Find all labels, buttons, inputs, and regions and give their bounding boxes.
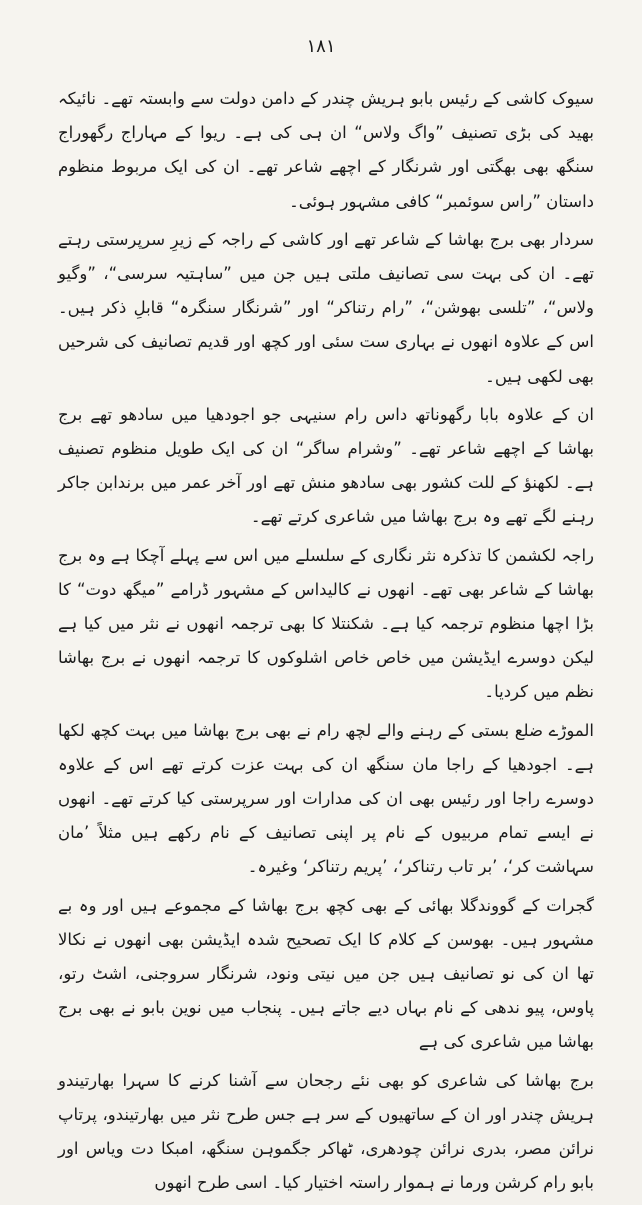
paragraph-7: برج بھاشا کی شاعری کو بھی نئے رجحان سے آشنا کرنے کا سہرا بھارتیندو ہریش چندر اور ان کے ساتھیوں کے سر ہے جس طرح نثر میں بھارتیندو، پرتاپ نرائن مصر، بدری نرائن چودھری، ٹھاکر جگموہن سنگھ، امبکا دت ویاس اور بابو رام کرشن ورما نے ہموار راستہ اختیار کیا۔ اسی طرح انھوں — [58, 1070, 594, 1193]
paragraph-4: راجہ لکشمن کا تذکرہ نثر نگاری کے سلسلے میں اس سے پہلے آچکا ہے وہ برج بھاشا کے شاعر بھی تھے۔ انھوں نے کالیداس کے مشہور ڈرامے ”میگھ دوت“ کا بڑا اچھا منظوم ترجمہ کیا ہے۔ شکنتلا کا بھی ترجمہ انھوں نے نثر میں کیا ہے لیکن دوسرے ایڈیشن میں خاص خاص اشلوکوں کا ترجمہ انھوں نے برج بھاشا نظم میں کردیا۔ — [58, 545, 594, 702]
paragraph-1: سیوک کاشی کے رئیس بابو ہریش چندر کے دامن دولت سے وابستہ تھے۔ نائیکہ بھید کی بڑی تصنیف ”واگ ولاس“ ان ہی کی ہے۔ ریوا کے مہاراج رگھوراج سنگھ بھی بھگتی اور شرنگار کے اچھے شاعر تھے۔ ان کی ایک مربوط منظوم داستان ”راس سوئمبر“ کافی مشہور ہوئی۔ — [58, 89, 594, 211]
paragraph-3: ان کے علاوہ بابا رگھوناتھ داس رام سنیہی جو اجودھیا میں سادھو تھے برج بھاشا کے اچھے شاعر تھے۔ ”وشرام ساگر“ ان کی ایک طویل منظوم تصنیف ہے۔ لکھنؤ کے للت کشور بھی سادھو منش تھے اور آخر عمر میں برندابن جاکر رہنے لگے تھے وہ برج بھاشا میں شاعری کرتے تھے۔ — [58, 404, 594, 527]
paragraph-6: گجرات کے گووندگلا بھائی کے بھی کچھ برج بھاشا کے مجموعے ہیں اور وہ بے مشہور ہیں۔ بھوسن کے کلام کا ایک تصحیح شدہ ایڈیشن بھی انھوں نے نکالا تھا ان کی نو تصانیف ہیں جن میں نیتی ونود، شرنگار سروجنی، اشٹ رتو، پاوس، پیو ندھی کے نام بہاں دیے جاتے ہیں۔ پنجاب میں نوین بابو نے بھی برج بھاشا میں شاعری کی ہے — [58, 895, 594, 1052]
page-text — [58, 82, 594, 1205]
paragraph-2: سردار بھی برج بھاشا کے شاعر تھے اور کاشی کے راجہ کے زیرِ سرپرستی رہتے تھے۔ ان کی بہت سی تصانیف ملتی ہیں جن میں ”ساہتیہ سرسی“، ”وگیو ولاس“، ”تلسی بھوشن“، ”رام رتناکر“ اور ”شرنگار سنگرہ“ قابلِ ذکر ہیں۔ اس کے علاوہ انھوں نے بہاری ست سئی اور کچھ اور قدیم تصانیف کی شرحیں بھی لکھی ہیں۔ — [58, 229, 594, 386]
page-number: ۱۸۱ — [306, 36, 336, 57]
paragraph-5: الموڑے ضلع بستی کے رہنے والے لچھ رام نے بھی برج بھاشا میں بہت کچھ لکھا ہے۔ اجودھیا کے راجا مان سنگھ ان کی بہت عزت کرتے تھے اس کے علاوہ دوسرے راجا اور رئیس بھی ان کی مدارات اور سرپرستی کیا کرتے تھے۔ انھوں نے ایسے تمام مربیوں کے نام پر اپنی تصانیف کے نام رکھے ہیں مثلاً ’مان سہاشت کر‘، ’بر تاب رتناکر‘، ’پریم رتناکر‘ وغیرہ۔ — [58, 720, 594, 877]
